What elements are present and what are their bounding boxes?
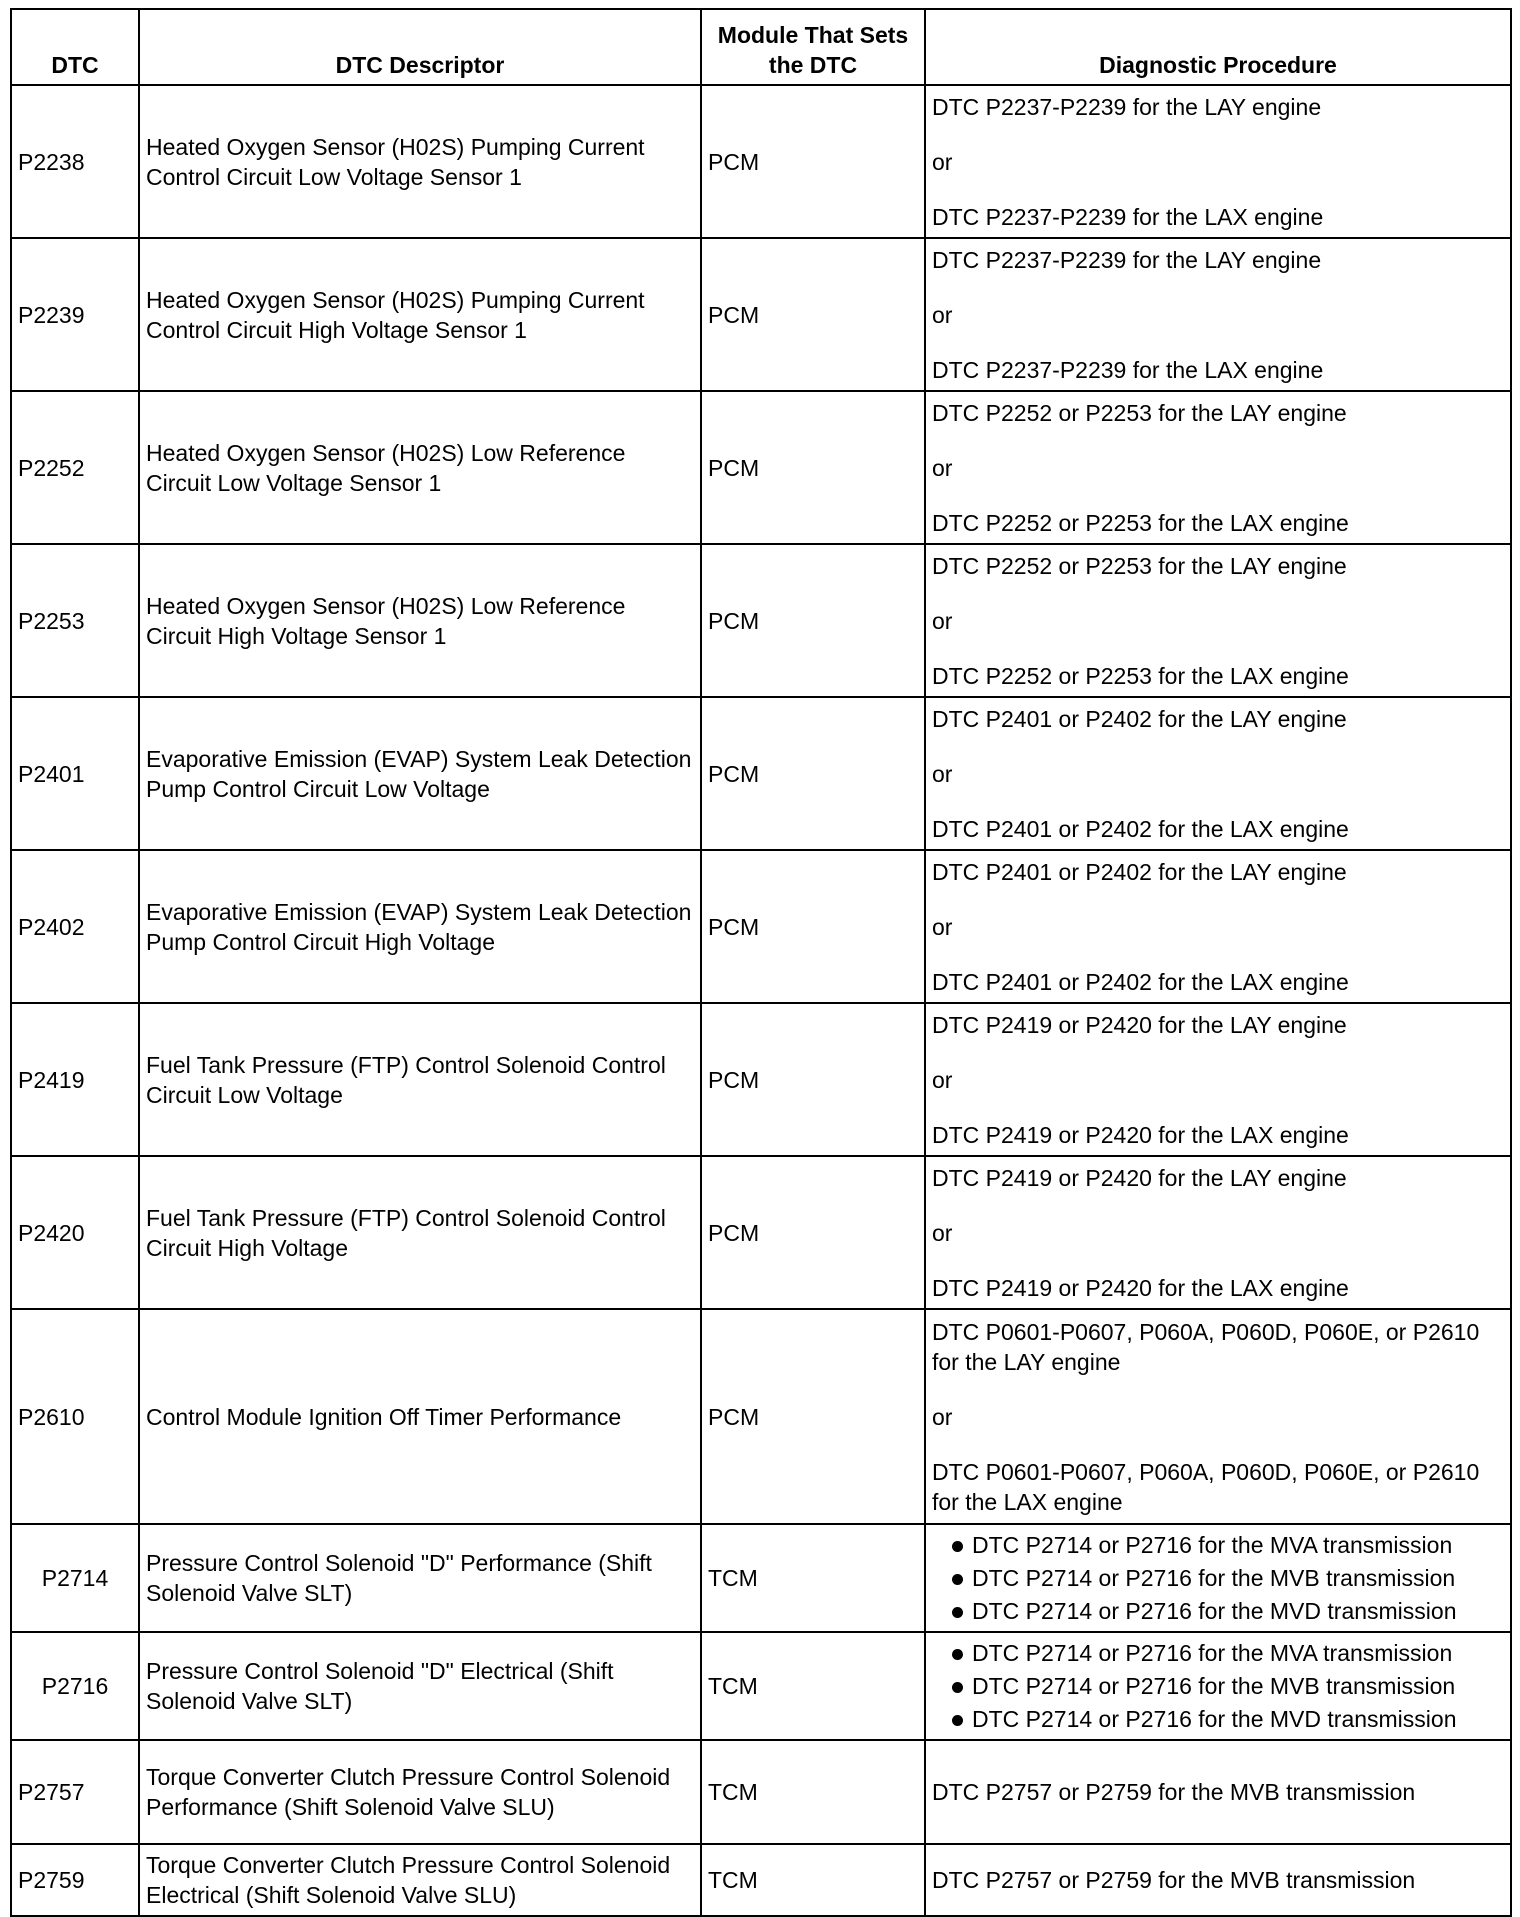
procedure-link-text: DTC P2714 or P2716 for the MVB transmission: [972, 1672, 1456, 1699]
procedure-line: DTC P2757 or P2759 for the MVB transmission: [932, 1867, 1416, 1893]
dtc-code: P2238: [11, 85, 139, 238]
procedure-line: DTC P2401 or P2402 for the LAY engine: [932, 858, 1347, 885]
diagnostic-procedure: [925, 1309, 1511, 1524]
module-name: TCM: [701, 1632, 925, 1740]
module-name: TCM: [701, 1524, 925, 1632]
spacer: [932, 1248, 1504, 1273]
dtc-descriptor: Control Module Ignition Off Timer Performance: [139, 1309, 701, 1524]
header-procedure: Diagnostic Procedure: [925, 9, 1511, 85]
table-row: [11, 1156, 1511, 1309]
dtc-code: P2253: [11, 544, 139, 697]
module-name: PCM: [701, 1156, 925, 1309]
bullet-icon: [952, 1715, 963, 1726]
spacer: [932, 122, 1504, 147]
bullet-icon: [952, 1649, 963, 1660]
procedure-or-separator: or: [932, 1403, 953, 1430]
table-row: [11, 1844, 1511, 1916]
spacer: [932, 1040, 1504, 1065]
table-body: [11, 85, 1511, 1916]
spacer: [932, 177, 1504, 202]
module-name: PCM: [701, 544, 925, 697]
diagnostic-procedure: [925, 85, 1511, 238]
dtc-code: P2420: [11, 1156, 139, 1309]
dtc-descriptor: Torque Converter Clutch Pressure Control Solenoid Electrical (Shift Solenoid Valve SLU): [139, 1844, 701, 1916]
table-row: [11, 1632, 1511, 1740]
procedure-line: DTC P0601-P0607, P060A, P060D, P060E, or P2610 for the LAX engine: [932, 1458, 1480, 1515]
diagnostic-procedure: [925, 1156, 1511, 1309]
header-descriptor: DTC Descriptor: [139, 9, 701, 85]
dtc-descriptor: Heated Oxygen Sensor (H02S) Pumping Current Control Circuit High Voltage Sensor 1: [139, 238, 701, 391]
list-item: [932, 1637, 1504, 1670]
table-row: [11, 238, 1511, 391]
procedure-or-separator: or: [932, 301, 953, 328]
bullet-icon: [952, 1541, 963, 1552]
spacer: [932, 636, 1504, 661]
procedure-line: DTC P2419 or P2420 for the LAX engine: [932, 1274, 1349, 1301]
list-item: [932, 1562, 1504, 1595]
table-row: [11, 391, 1511, 544]
procedure-line: DTC P2237-P2239 for the LAY engine: [932, 246, 1322, 273]
table-row: [11, 1003, 1511, 1156]
spacer: [932, 483, 1504, 508]
diagnostic-procedure: [925, 1524, 1511, 1632]
header-row: [11, 9, 1511, 85]
dtc-descriptor: Fuel Tank Pressure (FTP) Control Solenoid Control Circuit High Voltage: [139, 1156, 701, 1309]
dtc-code: P2714: [11, 1524, 139, 1632]
header-module: Module That Sets the DTC: [701, 9, 925, 85]
procedure-line: DTC P2252 or P2253 for the LAX engine: [932, 662, 1349, 689]
table-row: [11, 85, 1511, 238]
diagnostic-procedure: [925, 238, 1511, 391]
list-item: [932, 1670, 1504, 1703]
spacer: [932, 887, 1504, 912]
list-item: [932, 1703, 1504, 1736]
table-row: [11, 1309, 1511, 1524]
dtc-code: P2716: [11, 1632, 139, 1740]
module-name: PCM: [701, 697, 925, 850]
spacer: [932, 330, 1504, 355]
procedure-link-text: DTC P2714 or P2716 for the MVD transmission: [972, 1705, 1457, 1732]
dtc-descriptor: Pressure Control Solenoid "D" Electrical (Shift Solenoid Valve SLT): [139, 1632, 701, 1740]
table-row: [11, 1524, 1511, 1632]
diagnostic-procedure: [925, 391, 1511, 544]
module-name: TCM: [701, 1740, 925, 1844]
spacer: [932, 942, 1504, 967]
bullet-icon: [952, 1574, 963, 1585]
module-name: PCM: [701, 1309, 925, 1524]
dtc-descriptor: Evaporative Emission (EVAP) System Leak Detection Pump Control Circuit Low Voltage: [139, 697, 701, 850]
procedure-bullet-list: [932, 1529, 1504, 1628]
dtc-code: P2401: [11, 697, 139, 850]
diagnostic-procedure: [925, 1632, 1511, 1740]
list-item: [932, 1529, 1504, 1562]
procedure-or-separator: or: [932, 607, 953, 634]
diagnostic-procedure: [925, 1740, 1511, 1844]
dtc-descriptor: Heated Oxygen Sensor (H02S) Low Reference Circuit Low Voltage Sensor 1: [139, 391, 701, 544]
diagnostic-procedure: [925, 697, 1511, 850]
dtc-code: P2757: [11, 1740, 139, 1844]
module-name: PCM: [701, 85, 925, 238]
spacer: [932, 275, 1504, 300]
spacer: [932, 428, 1504, 453]
procedure-or-separator: or: [932, 1219, 953, 1246]
procedure-line: DTC P2252 or P2253 for the LAX engine: [932, 509, 1349, 536]
module-name: PCM: [701, 391, 925, 544]
procedure-or-separator: or: [932, 760, 953, 787]
procedure-line: DTC P2419 or P2420 for the LAY engine: [932, 1164, 1347, 1191]
dtc-descriptor: Fuel Tank Pressure (FTP) Control Solenoid Control Circuit Low Voltage: [139, 1003, 701, 1156]
procedure-line: DTC P0601-P0607, P060A, P060D, P060E, or P2610 for the LAY engine: [932, 1318, 1480, 1375]
list-item: [932, 1595, 1504, 1628]
procedure-link-text: DTC P2714 or P2716 for the MVA transmission: [972, 1531, 1453, 1558]
procedure-line: DTC P2252 or P2253 for the LAY engine: [932, 552, 1347, 579]
dtc-descriptor: Heated Oxygen Sensor (H02S) Pumping Current Control Circuit Low Voltage Sensor 1: [139, 85, 701, 238]
dtc-descriptor: Torque Converter Clutch Pressure Control Solenoid Performance (Shift Solenoid Valve SLU): [139, 1740, 701, 1844]
procedure-line: DTC P2401 or P2402 for the LAX engine: [932, 815, 1349, 842]
procedure-line: DTC P2419 or P2420 for the LAY engine: [932, 1011, 1347, 1038]
procedure-line: DTC P2401 or P2402 for the LAX engine: [932, 968, 1349, 995]
diagnostic-procedure: [925, 544, 1511, 697]
bullet-icon: [952, 1607, 963, 1618]
procedure-line: DTC P2757 or P2759 for the MVB transmission: [932, 1779, 1416, 1805]
module-name: PCM: [701, 1003, 925, 1156]
procedure-line: DTC P2237-P2239 for the LAX engine: [932, 356, 1324, 383]
dtc-descriptor: Heated Oxygen Sensor (H02S) Low Reference Circuit High Voltage Sensor 1: [139, 544, 701, 697]
dtc-code: P2252: [11, 391, 139, 544]
header-dtc: DTC: [11, 9, 139, 85]
spacer: [932, 1193, 1504, 1218]
dtc-code: P2610: [11, 1309, 139, 1524]
spacer: [932, 1377, 1504, 1402]
bullet-icon: [952, 1682, 963, 1693]
procedure-line: DTC P2419 or P2420 for the LAX engine: [932, 1121, 1349, 1148]
procedure-or-separator: or: [932, 454, 953, 481]
dtc-code: P2419: [11, 1003, 139, 1156]
table-row: [11, 1740, 1511, 1844]
diagnostic-procedure: [925, 850, 1511, 1003]
dtc-code: P2759: [11, 1844, 139, 1916]
procedure-or-separator: or: [932, 148, 953, 175]
table-row: [11, 697, 1511, 850]
spacer: [932, 789, 1504, 814]
diagnostic-procedure: [925, 1844, 1511, 1916]
procedure-bullet-list: [932, 1637, 1504, 1736]
dtc-table: [10, 8, 1512, 1917]
diagnostic-procedure: [925, 1003, 1511, 1156]
module-name: PCM: [701, 238, 925, 391]
table-row: [11, 850, 1511, 1003]
spacer: [932, 1095, 1504, 1120]
procedure-line: DTC P2237-P2239 for the LAX engine: [932, 203, 1324, 230]
dtc-descriptor: Pressure Control Solenoid "D" Performance (Shift Solenoid Valve SLT): [139, 1524, 701, 1632]
spacer: [932, 581, 1504, 606]
procedure-line: DTC P2401 or P2402 for the LAY engine: [932, 705, 1347, 732]
procedure-or-separator: or: [932, 1066, 953, 1093]
procedure-line: DTC P2237-P2239 for the LAY engine: [932, 93, 1322, 120]
spacer: [932, 734, 1504, 759]
spacer: [932, 1432, 1504, 1457]
procedure-line: DTC P2252 or P2253 for the LAY engine: [932, 399, 1347, 426]
module-name: TCM: [701, 1844, 925, 1916]
dtc-code: P2402: [11, 850, 139, 1003]
module-name: PCM: [701, 850, 925, 1003]
dtc-code: P2239: [11, 238, 139, 391]
procedure-link-text: DTC P2714 or P2716 for the MVA transmission: [972, 1639, 1453, 1666]
dtc-descriptor: Evaporative Emission (EVAP) System Leak Detection Pump Control Circuit High Voltage: [139, 850, 701, 1003]
table-row: [11, 544, 1511, 697]
procedure-link-text: DTC P2714 or P2716 for the MVB transmission: [972, 1564, 1456, 1591]
procedure-link-text: DTC P2714 or P2716 for the MVD transmission: [972, 1597, 1457, 1624]
procedure-or-separator: or: [932, 913, 953, 940]
